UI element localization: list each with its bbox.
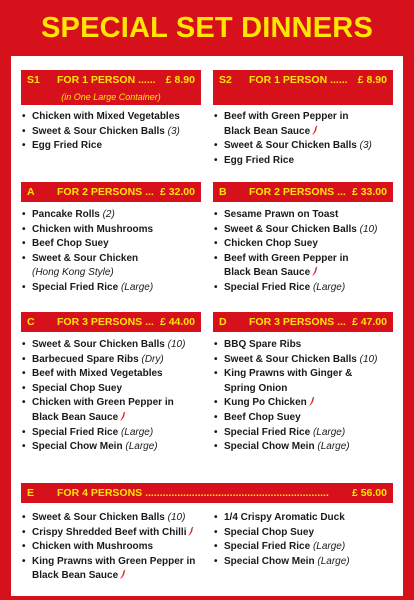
list-item: • Beef Chop Suey: [21, 237, 201, 252]
list-item: • Sweet & Sour Chicken Balls (10): [213, 223, 393, 238]
list-item: • Special Chow Mein (Large): [213, 555, 393, 570]
chilli-icon: [120, 569, 126, 579]
list-item: • Pancake Rolls (2): [21, 208, 201, 223]
list-item: • Special Chop Suey: [21, 382, 201, 397]
set-s2-items: [213, 110, 393, 168]
set-s1-header: [21, 70, 201, 90]
list-item: • Sweet & Sour Chicken Balls (3): [21, 125, 201, 140]
list-item: • BBQ Spare Ribs: [213, 338, 393, 353]
set-b-desc: FOR 2 PERSONS ...: [249, 186, 346, 198]
set-a-items: [21, 208, 201, 296]
list-item: • Beef with Green Pepper in: [213, 252, 393, 267]
list-item: • Special Fried Rice (Large): [21, 281, 201, 296]
list-item: Black Bean Sauce: [213, 266, 393, 281]
list-item: • Sweet & Sour Chicken Balls (10): [21, 511, 211, 526]
list-item: • Egg Fried Rice: [21, 139, 201, 154]
list-item: • Chicken Chop Suey: [213, 237, 393, 252]
set-a-desc: FOR 2 PERSONS ...: [57, 186, 154, 198]
set-e-desc: FOR 4 PERSONS ...............................................................: [57, 487, 329, 499]
set-s1-subtitle: (in One Large Container): [21, 90, 201, 105]
set-s1-desc: FOR 1 PERSON ......: [57, 74, 156, 86]
list-item: • Egg Fried Rice: [213, 154, 393, 169]
list-item: • Special Fried Rice (Large): [213, 426, 393, 441]
list-item: • Special Chop Suey: [213, 526, 393, 541]
list-item: • Chicken with Green Pepper in: [21, 396, 201, 411]
set-d-price: £ 47.00: [350, 312, 387, 332]
set-c-header: [21, 312, 201, 332]
set-s2-desc: FOR 1 PERSON ......: [249, 74, 348, 86]
set-c-desc: FOR 3 PERSONS ...: [57, 316, 154, 328]
list-item: • Chicken with Mushrooms: [21, 540, 211, 555]
set-s2-price: £ 8.90: [356, 70, 387, 90]
list-item: • Barbecued Spare Ribs (Dry): [21, 353, 201, 368]
list-item: • Beef with Green Pepper in: [213, 110, 393, 125]
list-item: • King Prawns with Ginger &: [213, 367, 393, 382]
set-c-code: C: [27, 316, 35, 328]
list-item: • Sweet & Sour Chicken Balls (10): [213, 353, 393, 368]
list-item: • Special Fried Rice (Large): [21, 426, 201, 441]
set-s1-price: £ 8.90: [164, 70, 195, 90]
chilli-icon: [188, 526, 194, 536]
set-s2-code: S2: [219, 74, 232, 86]
list-item: • Crispy Shredded Beef with Chilli: [21, 526, 211, 541]
menu-panel: [11, 56, 403, 596]
set-d-header: [213, 312, 393, 332]
set-d-items: [213, 338, 393, 455]
set-b-code: B: [219, 186, 227, 198]
chilli-icon: [312, 125, 318, 135]
list-item: Black Bean Sauce: [21, 411, 201, 426]
list-item: • Beef with Mixed Vegetables: [21, 367, 201, 382]
set-b-items: [213, 208, 393, 296]
list-item: • Sweet & Sour Chicken: [21, 252, 201, 267]
list-item: • Special Fried Rice (Large): [213, 281, 393, 296]
set-a-price: £ 32.00: [158, 182, 195, 202]
list-item: • Sweet & Sour Chicken Balls (3): [213, 139, 393, 154]
list-item: • Kung Po Chicken: [213, 396, 393, 411]
set-d-code: D: [219, 316, 227, 328]
set-s1-code: S1: [27, 74, 40, 86]
set-b-price: £ 33.00: [350, 182, 387, 202]
set-s2-subtitle-band: [213, 90, 393, 105]
list-item: • Special Fried Rice (Large): [213, 540, 393, 555]
set-e-price: £ 56.00: [350, 483, 387, 503]
page-title: SPECIAL SET DINNERS: [41, 12, 373, 44]
set-e-items-right: [213, 511, 393, 569]
list-item: • Chicken with Mixed Vegetables: [21, 110, 201, 125]
list-item: Black Bean Sauce: [213, 125, 393, 140]
set-e-items-left: [21, 511, 211, 584]
chilli-icon: [309, 396, 315, 406]
set-s2-header: [213, 70, 393, 90]
list-item: • Chicken with Mushrooms: [21, 223, 201, 238]
list-item: • Special Chow Mein (Large): [213, 440, 393, 455]
list-item: • Sesame Prawn on Toast: [213, 208, 393, 223]
list-item: • Special Chow Mein (Large): [21, 440, 201, 455]
list-item: (Hong Kong Style): [32, 267, 114, 279]
set-b-header: [213, 182, 393, 202]
set-d-desc: FOR 3 PERSONS ...: [249, 316, 346, 328]
set-e-code: E: [27, 487, 35, 499]
set-s1-items: [21, 110, 201, 154]
set-c-price: £ 44.00: [158, 312, 195, 332]
list-item: • 1/4 Crispy Aromatic Duck: [213, 511, 393, 526]
list-item: • King Prawns with Green Pepper in: [21, 555, 211, 570]
list-item: Black Bean Sauce: [21, 569, 211, 584]
list-item: • Beef Chop Suey: [213, 411, 393, 426]
set-c-items: [21, 338, 201, 455]
set-e-header: [21, 483, 393, 503]
chilli-icon: [120, 411, 126, 421]
list-item: • Sweet & Sour Chicken Balls (10): [21, 338, 201, 353]
chilli-icon: [312, 266, 318, 276]
set-a-header: [21, 182, 201, 202]
set-a-code: A: [27, 186, 35, 198]
list-item: Spring Onion: [224, 382, 288, 394]
